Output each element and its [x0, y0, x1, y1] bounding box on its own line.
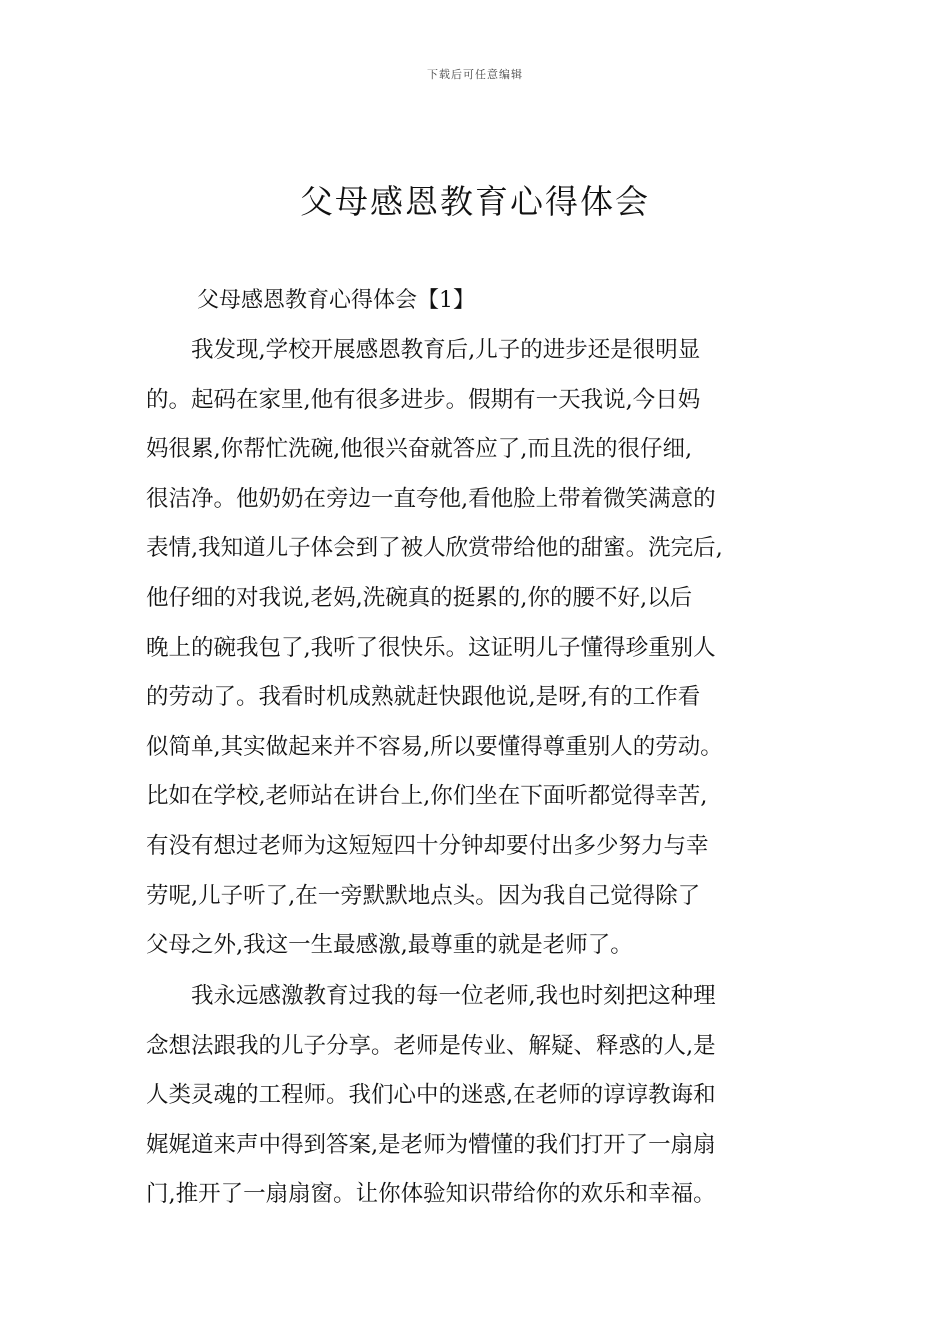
- paragraph-line: 劳呢,儿子听了,在一旁默默地点头。因为我自己觉得除了: [146, 882, 701, 909]
- paragraph-1: [146, 326, 806, 971]
- paragraph-line: 的。起码在家里,他有很多进步。假期有一天我说,今日妈: [146, 386, 701, 413]
- paragraph-line: 娓娓道来声中得到答案,是老师为懵懂的我们打开了一扇扇: [146, 1131, 716, 1158]
- paragraph-line: 父母之外,我这一生最感激,最尊重的就是老师了。: [146, 932, 633, 959]
- header-note: 下载后可任意编辑: [427, 68, 523, 81]
- paragraph-line: 我永远感激教育过我的每一位老师,我也时刻把这种理: [146, 983, 716, 1009]
- document-title: 父母感恩教育心得体会: [300, 182, 650, 221]
- paragraph-2: [146, 972, 806, 1220]
- paragraph-line: 的劳动了。我看时机成熟就赶快跟他说,是呀,有的工作看: [146, 684, 701, 711]
- paragraph-line: 很洁净。他奶奶在旁边一直夸他,看他脸上带着微笑满意的: [146, 485, 716, 512]
- paragraph-line: 晚上的碗我包了,我听了很快乐。这证明儿子懂得珍重别人: [146, 634, 716, 661]
- paragraph-line: 妈很累,你帮忙洗碗,他很兴奋就答应了,而且洗的很仔细,: [146, 436, 693, 463]
- paragraph-line: 比如在学校,老师站在讲台上,你们坐在下面听都觉得幸苦,: [146, 783, 708, 810]
- paragraph-line: 似简单,其实做起来并不容易,所以要懂得尊重别人的劳动。: [146, 733, 723, 760]
- paragraph-line: 有没有想过老师为这短短四十分钟却要付出多少努力与幸: [146, 832, 709, 859]
- paragraph-line: 门,推开了一扇扇窗。让你体验知识带给你的欢乐和幸福。: [146, 1181, 716, 1208]
- paragraph-line: 表情,我知道儿子体会到了被人欣赏带给他的甜蜜。洗完后,: [146, 535, 723, 562]
- paragraph-line: 念想法跟我的儿子分享。老师是传业、解疑、释惑的人,是: [146, 1032, 716, 1059]
- section-subtitle: 父母感恩教育心得体会【1】: [197, 288, 475, 313]
- paragraph-line: 人类灵魂的工程师。我们心中的迷惑,在老师的谆谆教诲和: [146, 1082, 716, 1109]
- paragraph-line: 他仔细的对我说,老妈,洗碗真的挺累的,你的腰不好,以后: [146, 584, 693, 611]
- paragraph-line: 我发现,学校开展感恩教育后,儿子的进步还是很明显: [146, 337, 701, 363]
